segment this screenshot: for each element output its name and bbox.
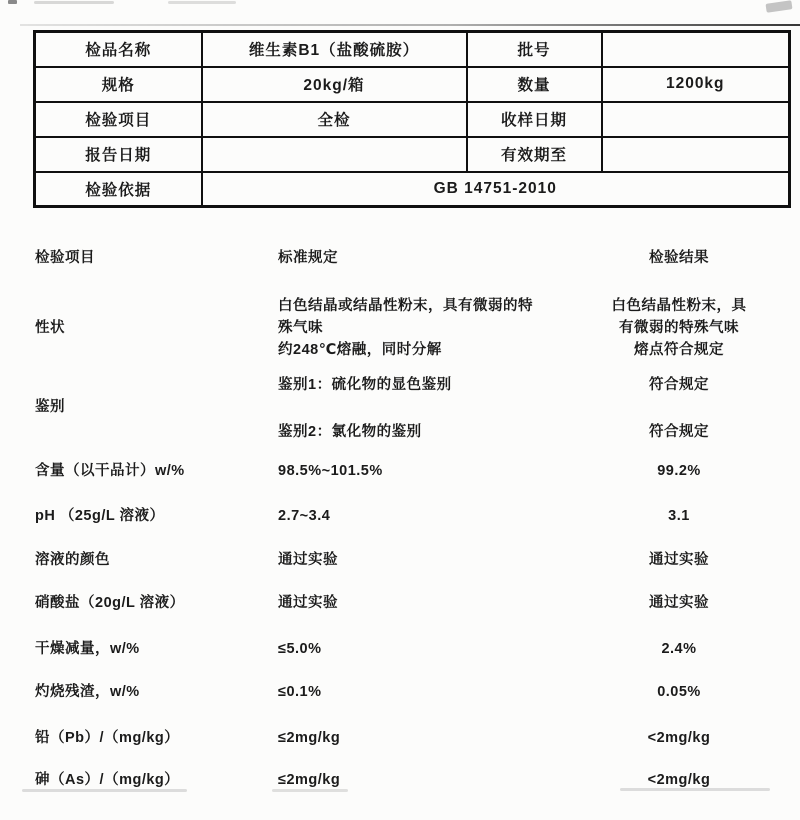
scan-artifact-smudge — [34, 1, 114, 4]
qc-result-cell: 3.1 — [668, 508, 690, 524]
qc-row-identification — [0, 374, 800, 468]
qc-standard-line: 殊气味 — [278, 320, 323, 336]
scan-artifact-corner-mark — [766, 0, 793, 13]
qc-result-line: 有微弱的特殊气味 — [619, 320, 739, 336]
qc-item-label: 硝酸盐（20g/L 溶液） — [35, 595, 185, 611]
qc-standard-cell: 98.5%~101.5% — [278, 463, 383, 479]
qc-result-line: 符合规定 — [649, 377, 709, 393]
table-row — [35, 172, 790, 207]
qc-result-cell — [578, 295, 780, 361]
quantity-value: 1200kg — [602, 67, 790, 102]
batch-number-value — [602, 32, 790, 67]
qc-standard-line: 鉴别1：硫化物的显色鉴别 — [278, 377, 452, 393]
qc-header-row — [0, 247, 800, 269]
spec-value: 20kg/箱 — [202, 67, 467, 102]
test-items-label: 检验项目 — [35, 102, 202, 137]
sample-name-label: 检品名称 — [35, 32, 202, 67]
report-date-value — [202, 137, 467, 172]
sample-name-value: 维生素B1（盐酸硫胺） — [202, 32, 467, 67]
qc-standard-cell: ≤5.0% — [278, 641, 322, 657]
qc-standard-line: 白色结晶或结晶性粉末，具有微弱的特 — [278, 298, 533, 314]
qc-item-label: 干燥减量，w/% — [35, 641, 140, 657]
qc-header-result: 检验结果 — [649, 250, 709, 266]
batch-number-label: 批号 — [467, 32, 602, 67]
qc-row-lead — [0, 727, 800, 749]
test-basis-label: 检验依据 — [35, 172, 202, 207]
qc-standard-cell — [278, 295, 578, 361]
qc-row-loss-on-drying — [0, 638, 800, 660]
qc-item-label: 砷（As）/（mg/kg） — [35, 772, 180, 788]
sampling-date-value — [602, 102, 790, 137]
qc-row-solution-color — [0, 549, 800, 571]
qc-result-cell: 0.05% — [657, 684, 701, 700]
qc-row-nitrate — [0, 592, 800, 614]
qc-row-assay — [0, 460, 800, 482]
qc-standard-cell: 2.7~3.4 — [278, 508, 331, 524]
expiry-date-value — [602, 137, 790, 172]
qc-row-ignition-residue — [0, 681, 800, 703]
table-row — [35, 102, 790, 137]
qc-standard-cell: 通过实验 — [278, 595, 338, 611]
qc-result-line: 白色结晶性粉末，具 — [611, 298, 747, 314]
qc-item-label: 鉴别 — [35, 399, 65, 415]
qc-result-cell: 99.2% — [657, 463, 701, 479]
qc-header-item: 检验项目 — [35, 250, 95, 266]
spec-label: 规格 — [35, 67, 202, 102]
qc-result-cell: 2.4% — [661, 641, 697, 657]
test-basis-value: GB 14751-2010 — [202, 172, 790, 207]
table-row — [35, 137, 790, 172]
expiry-date-label: 有效期至 — [467, 137, 602, 172]
report-date-label: 报告日期 — [35, 137, 202, 172]
qc-header-standard: 标准规定 — [278, 250, 338, 266]
qc-item-label: 溶液的颜色 — [35, 552, 110, 568]
qc-item-label: 灼烧残渣，w/% — [35, 684, 140, 700]
qc-item-label: 含量（以干品计）w/% — [35, 463, 185, 479]
test-items-value: 全检 — [202, 102, 467, 137]
scan-artifact-corner-mark — [8, 0, 17, 4]
qc-item-label: 铅（Pb）/（mg/kg） — [35, 730, 180, 746]
qc-item-label: 性状 — [35, 320, 65, 336]
scan-artifact-smudge — [168, 1, 236, 4]
quantity-label: 数量 — [467, 67, 602, 102]
qc-result-cell: 通过实验 — [649, 595, 709, 611]
table-row — [35, 32, 790, 67]
qc-row-ph — [0, 505, 800, 527]
table-row — [35, 67, 790, 102]
qc-standard-cell: ≤2mg/kg — [278, 730, 341, 746]
qc-standard-cell: 通过实验 — [278, 552, 338, 568]
qc-result-line: 符合规定 — [649, 424, 709, 440]
sampling-date-label: 收样日期 — [467, 102, 602, 137]
qc-result-cell: 通过实验 — [649, 552, 709, 568]
qc-standard-line: 约248℃熔融，同时分解 — [278, 342, 442, 358]
qc-standard-cell: ≤0.1% — [278, 684, 322, 700]
scan-artifact-top-line — [20, 24, 800, 26]
qc-item-label: pH （25g/L 溶液） — [35, 508, 165, 524]
qc-result-cell: <2mg/kg — [647, 730, 711, 746]
qc-row-arsenic — [0, 769, 800, 791]
qc-standard-cell — [278, 374, 578, 468]
qc-result-line: 熔点符合规定 — [634, 342, 724, 358]
qc-standard-cell: ≤2mg/kg — [278, 772, 341, 788]
qc-result-cell: <2mg/kg — [647, 772, 711, 788]
qc-row-appearance — [0, 295, 800, 361]
qc-result-cell — [578, 374, 780, 468]
sample-info-table — [33, 30, 791, 208]
qc-standard-line: 鉴别2：氯化物的鉴别 — [278, 424, 422, 440]
